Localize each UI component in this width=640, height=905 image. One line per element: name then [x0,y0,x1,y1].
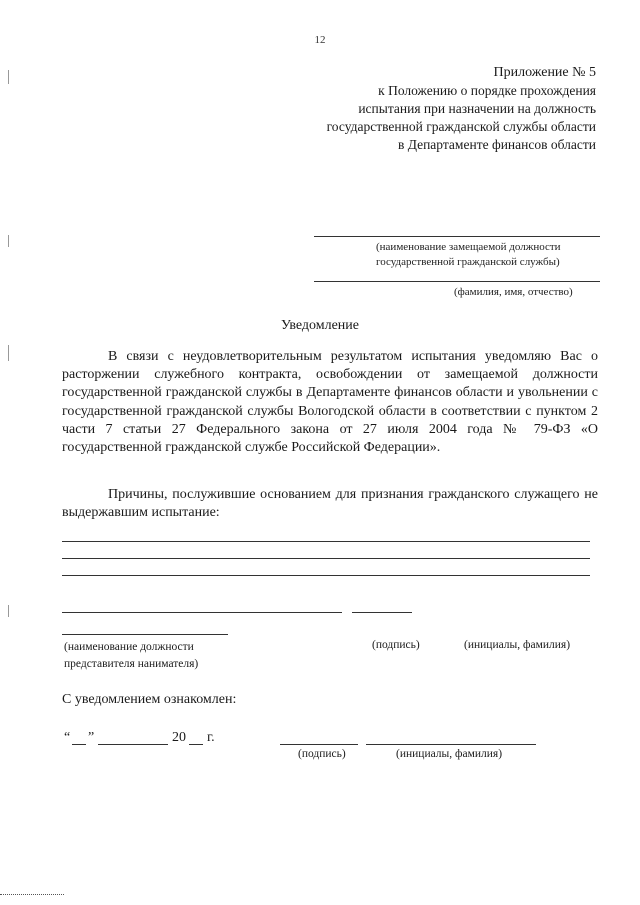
scan-edge-line [0,894,64,895]
position-caption-line: государственной гражданской службы) [376,256,560,268]
date-open-quote: “ [64,730,71,745]
position-caption [376,240,561,270]
reasons-paragraph: Причины, послужившие основанием для признания гражданского служащего не выдержавшим испытание: [62,487,598,521]
acknowledgement-label: С уведомлением ознакомлен: [62,692,237,707]
position-caption-line: (наименование замещаемой должности [376,241,561,253]
employee-initials-caption: (инициалы, фамилия) [396,748,503,760]
employer-position-line[interactable] [62,612,342,613]
date-close-quote: ” [88,730,95,745]
position-field-line[interactable] [314,236,600,237]
employer-caption-line-text: (наименование должности [64,641,194,653]
date-year-suffix: г. [207,730,215,745]
notice-paragraph: В связи с неудовлетворительным результатом испытания уведомляю Вас о расторжении служебного контракта, освобождении от замещаемой должности государственной гражданской службы в Департаменте финансов области и увольнении с государственной гражданской службы Вологодской области в соответствии с пунктом 2 части 7 статьи 27 Федерального закона от 27 июля 2004 года № 79-ФЗ «О государственной гражданской службе Российской Федерации». [62,349,598,456]
scan-mark [8,345,9,361]
reasons-line[interactable] [62,575,590,576]
document-heading: Уведомление [280,318,359,333]
employer-caption [64,639,198,673]
appendix-header [327,64,596,154]
employee-signature-line[interactable] [280,744,358,745]
reasons-line[interactable] [62,558,590,559]
date-year-field[interactable] [189,744,203,745]
date-year-prefix: 20 [172,730,186,745]
scan-mark [8,70,9,84]
initials-caption: (инициалы, фамилия) [464,639,571,651]
signature-caption: (подпись) [372,639,420,651]
appendix-line: в Департаменте финансов области [397,137,596,152]
date-day-field[interactable] [72,744,86,745]
name-field-line[interactable] [314,281,600,282]
scan-mark [8,605,9,617]
name-caption: (фамилия, имя, отчество) [454,286,573,298]
appendix-line: к Положению о порядке прохождения [378,83,596,98]
reasons-line[interactable] [62,541,590,542]
employee-initials-line[interactable] [366,744,536,745]
date-month-field[interactable] [98,744,168,745]
employer-caption-line-text: представителя нанимателя) [64,658,199,670]
page-number: 12 [314,34,326,46]
employer-signature-line[interactable] [352,612,412,613]
employee-signature-caption: (подпись) [298,748,346,760]
appendix-line: испытания при назначении на должность [358,101,596,116]
scan-mark [8,235,9,247]
employer-caption-line [62,634,228,635]
appendix-line: государственной гражданской службы области [326,119,596,134]
appendix-title: Приложение № 5 [493,65,596,80]
